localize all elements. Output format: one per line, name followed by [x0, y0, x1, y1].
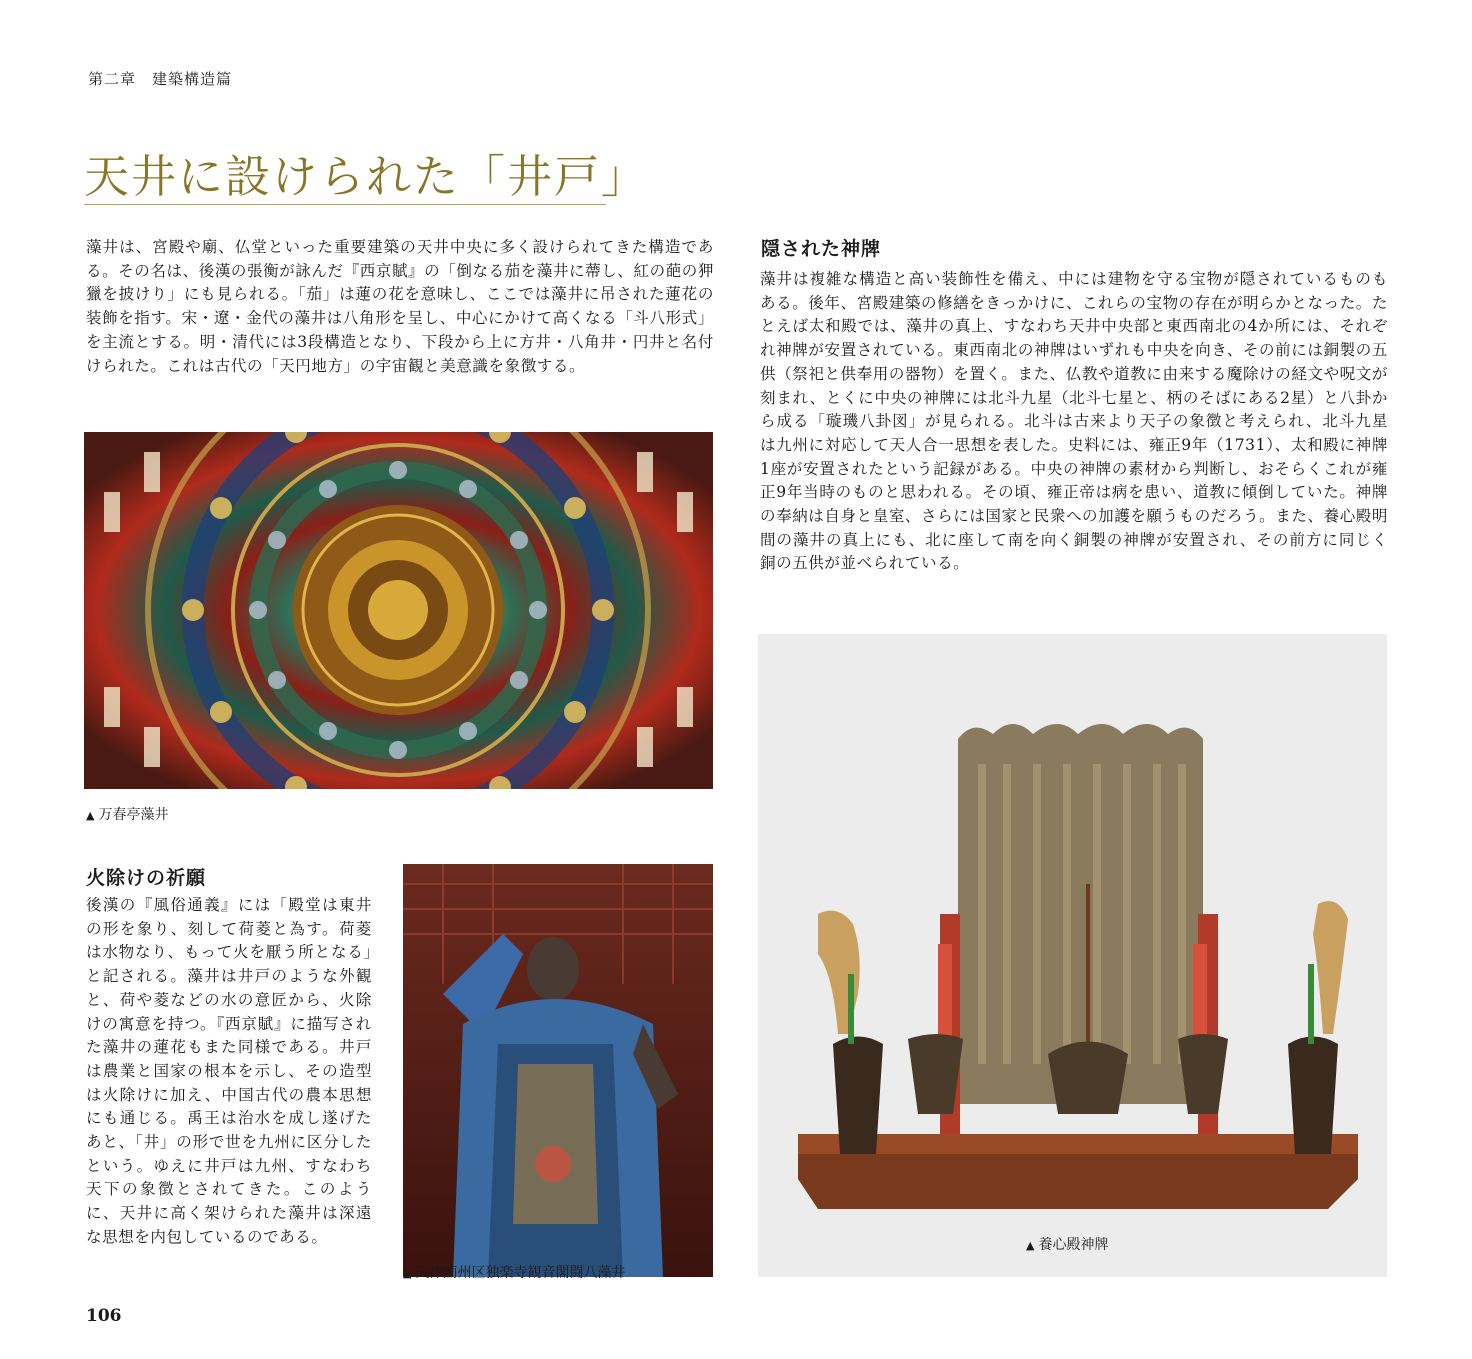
statue-caption-text: 天津薊州区独楽寺観音閣闘八藻井: [415, 1265, 626, 1281]
chapter-label: 第二章 建築構造篇: [88, 70, 233, 88]
statue-photo-caption: [403, 1262, 625, 1282]
caption-marker-icon: ▲: [403, 1267, 412, 1280]
title-divider: [84, 204, 606, 205]
caption-marker-icon: ▲: [1026, 1239, 1035, 1252]
caption-marker-icon: ▲: [86, 809, 95, 822]
section-heading-fire: 火除けの祈願: [86, 867, 207, 889]
intro-paragraph: 藻井は、宮殿や廟、仏堂といった重要建築の天井中央に多く設けられてきた構造である。その名は、後漢の張衡が詠んだ『西京賦』の「倒なる茄を藻井に蔕し、紅の葩の狎獵を披けり」にも見られる。「茄」は蓮の花を意味し、ここでは藻井に吊された蓮花の装飾を指す。宋・遼・金代の藻井は八角形を呈し、中心にかけて高くなる「斗八形式」を主流とする。明・清代には3段構造となり、下段から上に方井・八角井・円井と名付けられた。これは古代の「天円地方」の宇宙観と美意識を象徴する。: [86, 238, 714, 375]
tablet-photo-caption: [1026, 1234, 1108, 1254]
ceiling-caisson-photo: [84, 432, 713, 789]
ceiling-caption-text: 万春亭藻井: [98, 807, 169, 823]
tablet-caption-text: 養心殿神牌: [1038, 1237, 1109, 1253]
page-number: 106: [86, 1306, 122, 1326]
page-title: 天井に設けられた「井戸」: [84, 150, 649, 203]
hidden-tablet-paragraph: 藻井は複雑な構造と高い装飾性を備え、中には建物を守る宝物が隠されているものもある。後年、宮殿建築の修繕をきっかけに、これらの宝物の存在が明らかとなった。たとえば太和殿では、藻井の真上、すなわち天井中央部と東西南北の4か所には、それぞれ神牌が安置されている。東西南北の神牌はいずれも中央を向き、その前には銅製の五供（祭祀と供奉用の器物）を置く。また、仏教や道教に由来する魔除けの経文や呪文が刻まれ、とくに中央の神牌には北斗九星（北斗七星と、柄のそばにある2星）と八卦から成る「璇璣八卦図」が見られる。北斗は古来より天子の象徴と考えられ、北斗九星は九州に対応して天人合一思想を表した。史料には、雍正9年（1731）、太和殿に神牌1座が安置されたという記録がある。中央の神牌の素材から判断し、おそらくこれが雍正9年当時のものと思われる。その頃、雍正帝は病を患い、道教に傾倒していた。神牌の奉納は自身と皇室、さらには国家と民衆への加護を願うものだろう。また、養心殿明間の藻井の真上にも、北に座して南を向く銅製の神牌が安置され、その前方に同じく銅の五供が並べられている。: [760, 270, 1388, 573]
ceiling-photo-caption: [86, 804, 168, 824]
statue-caisson-photo: [403, 864, 713, 1277]
fire-paragraph: 後漢の『風俗通義』には「殿堂は東井の形を象り、刻して荷菱と為す。荷菱は水物なり、もって火を厭う所となる」と記される。藻井は井戸のような外観と、荷や菱などの水の意匠から、火除けの寓意を持つ。『西京賦』に描写された藻井の蓮花もまた同様である。井戸は農業と国家の根本を示し、その造型は火除けに加え、中国古代の農本思想にも通じる。禹王は治水を成し遂げたあと、「井」の形で世を九州に区分したという。ゆえに井戸は九州、すなわち天下の象徴とされてきた。このように、天井に高く架けられた藻井は深遠な思想を内包しているのである。: [86, 896, 372, 1246]
spirit-tablet-photo: [758, 634, 1387, 1277]
section-heading-hidden-tablet: 隠された神牌: [761, 238, 882, 260]
